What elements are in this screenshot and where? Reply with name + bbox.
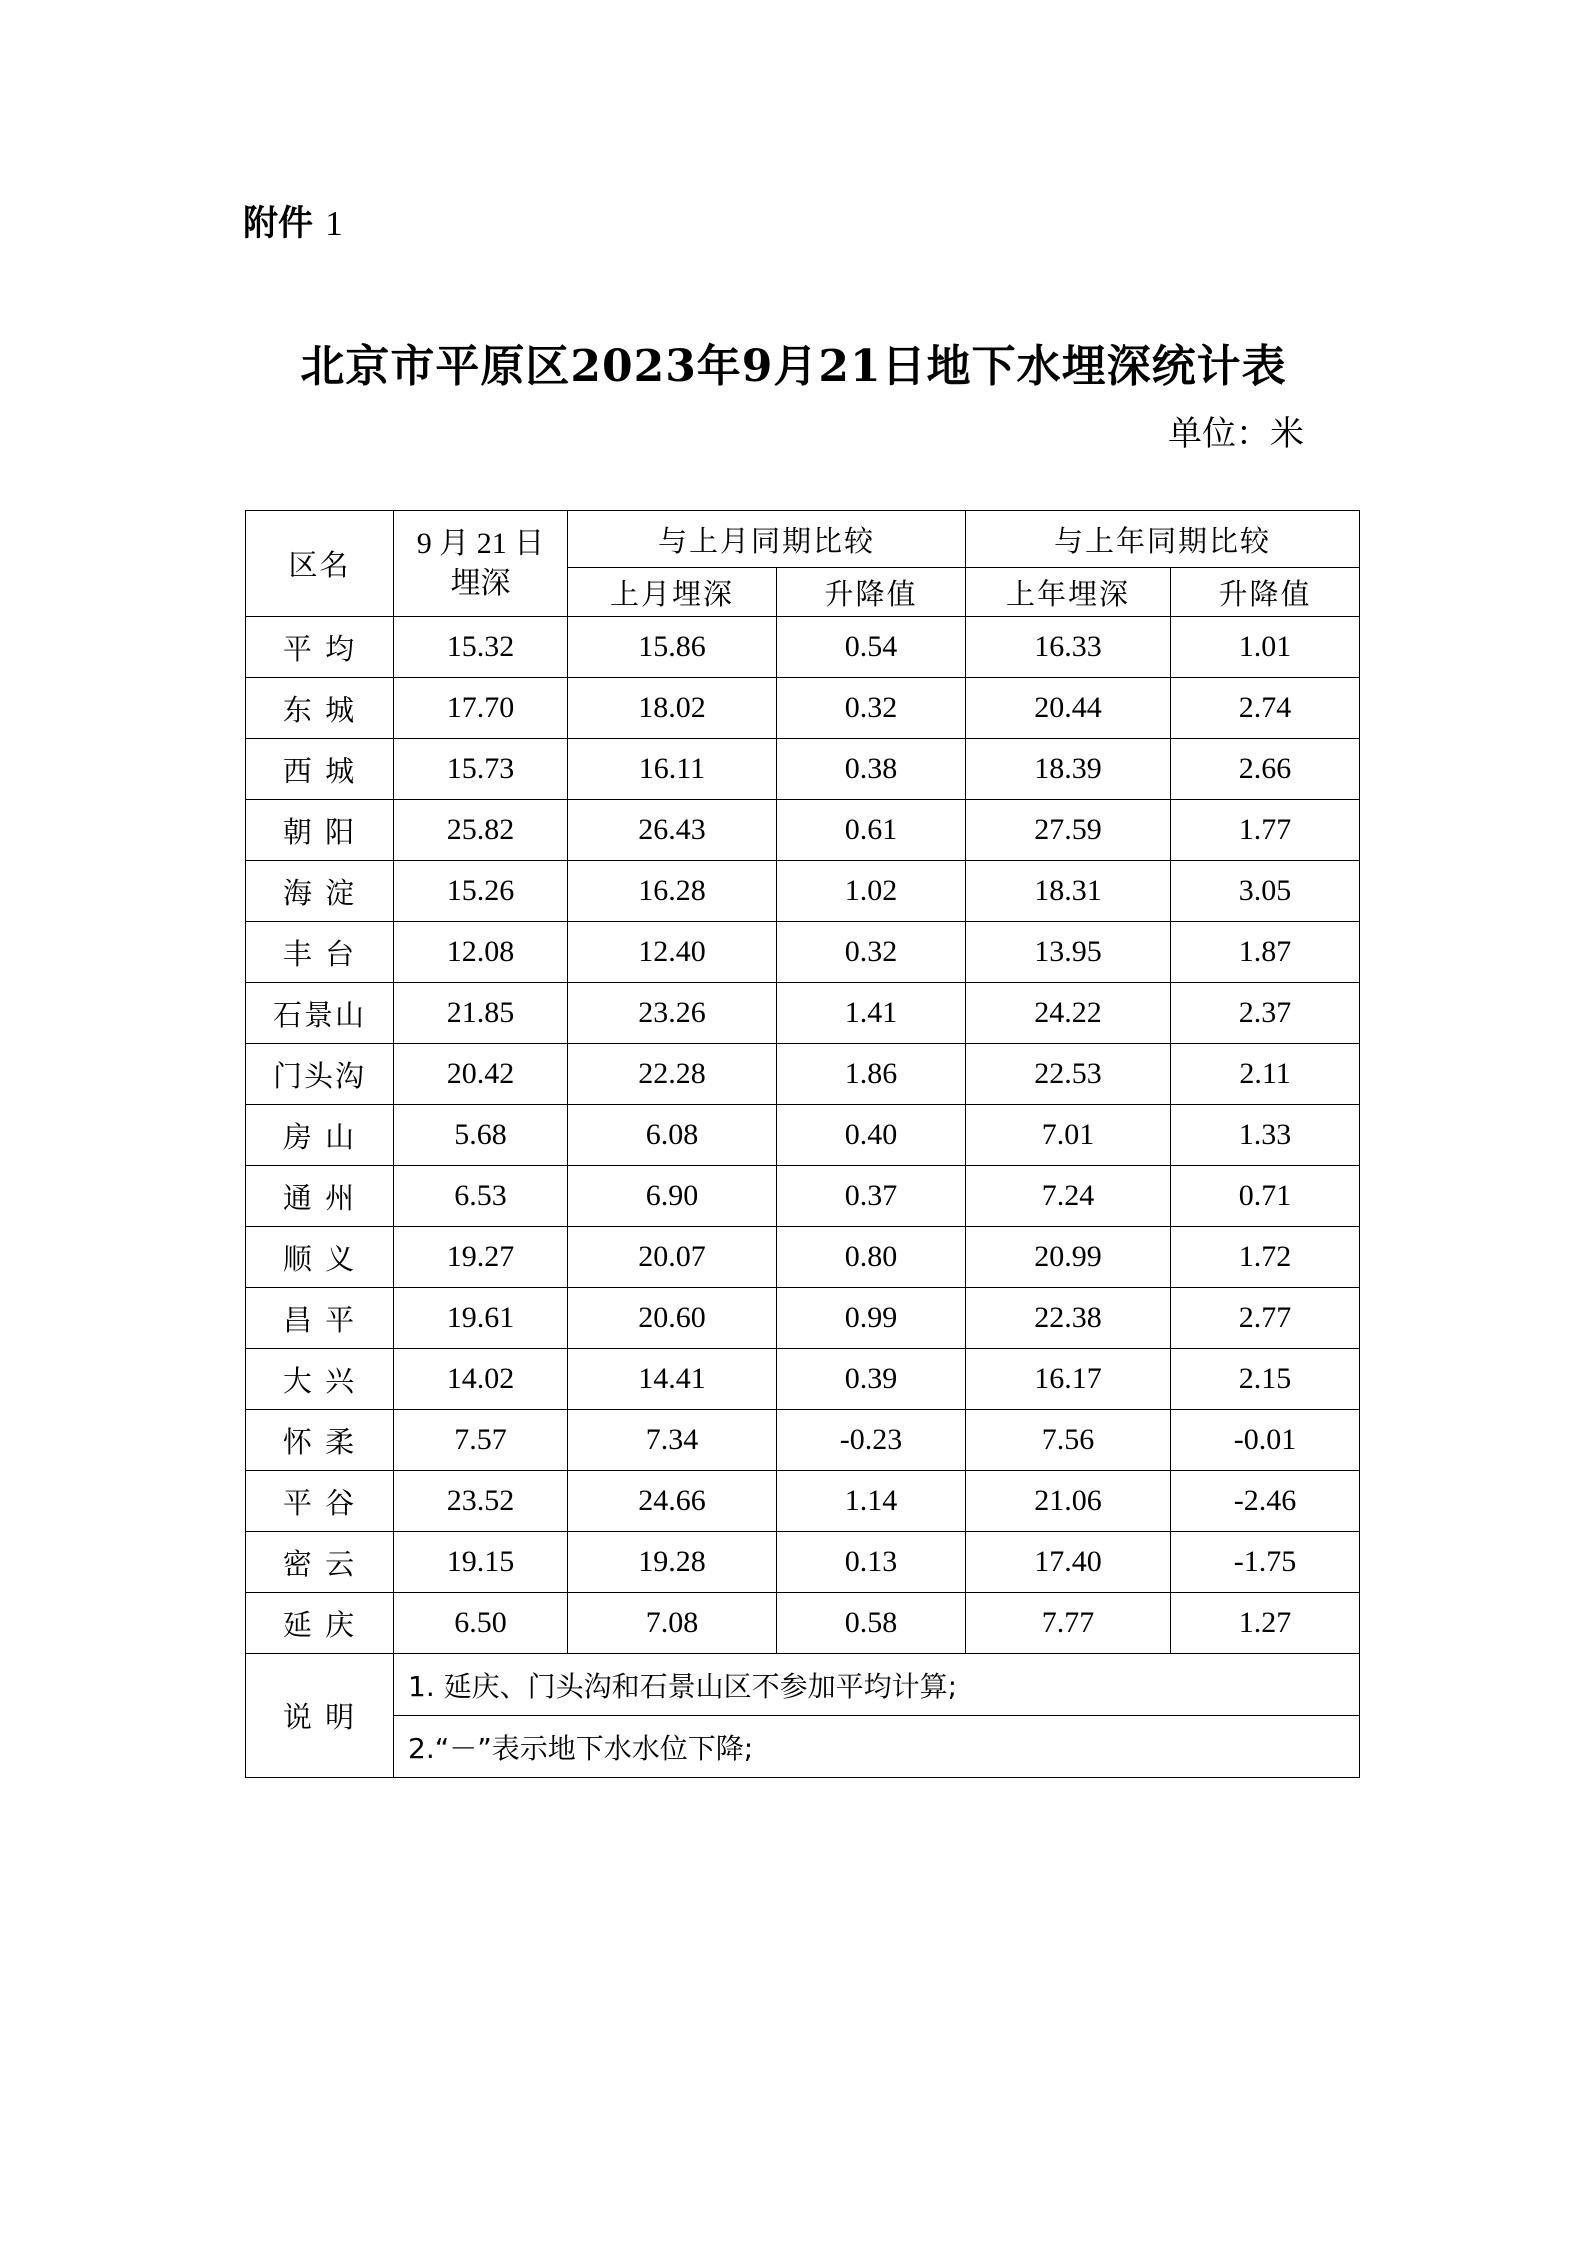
last-month-depth-cell: 26.43 <box>568 800 777 861</box>
month-change-cell: 0.32 <box>777 922 966 983</box>
header-date-line2: 埋深 <box>450 566 511 600</box>
year-change-cell: 2.74 <box>1171 678 1360 739</box>
groundwater-depth-table <box>245 510 1360 1778</box>
table-row <box>246 1471 1360 1532</box>
last-year-depth-cell: 27.59 <box>966 800 1171 861</box>
last-year-depth-cell: 18.31 <box>966 861 1171 922</box>
year-change-cell: 1.77 <box>1171 800 1360 861</box>
last-month-depth-cell: 22.28 <box>568 1044 777 1105</box>
table-row <box>246 617 1360 678</box>
last-year-depth-cell: 16.17 <box>966 1349 1171 1410</box>
month-change-cell: 0.40 <box>777 1105 966 1166</box>
month-change-cell: 1.86 <box>777 1044 966 1105</box>
district-name-cell: 丰 台 <box>246 922 394 983</box>
note-text: 1. 延庆、门头沟和石景山区不参加平均计算; <box>394 1654 1360 1716</box>
year-change-cell: 2.77 <box>1171 1288 1360 1349</box>
last-month-depth-cell: 20.07 <box>568 1227 777 1288</box>
table-row <box>246 922 1360 983</box>
month-change-cell: 1.14 <box>777 1471 966 1532</box>
year-change-cell: 2.66 <box>1171 739 1360 800</box>
table-row <box>246 1532 1360 1593</box>
year-change-cell: 3.05 <box>1171 861 1360 922</box>
district-name-cell: 大 兴 <box>246 1349 394 1410</box>
year-change-cell: -1.75 <box>1171 1532 1360 1593</box>
last-year-depth-cell: 18.39 <box>966 739 1171 800</box>
month-change-cell: 0.37 <box>777 1166 966 1227</box>
month-change-cell: 0.32 <box>777 678 966 739</box>
current-depth-cell: 20.42 <box>394 1044 568 1105</box>
current-depth-cell: 5.68 <box>394 1105 568 1166</box>
current-depth-cell: 25.82 <box>394 800 568 861</box>
last-month-depth-cell: 24.66 <box>568 1471 777 1532</box>
month-change-cell: 0.61 <box>777 800 966 861</box>
table-row <box>246 1288 1360 1349</box>
district-name-cell: 东 城 <box>246 678 394 739</box>
district-name-cell: 延 庆 <box>246 1593 394 1654</box>
last-month-depth-cell: 7.34 <box>568 1410 777 1471</box>
table-row <box>246 1227 1360 1288</box>
last-month-depth-cell: 20.60 <box>568 1288 777 1349</box>
notes-row <box>246 1716 1360 1778</box>
table-row <box>246 1044 1360 1105</box>
month-change-cell: 0.58 <box>777 1593 966 1654</box>
table-row <box>246 1410 1360 1471</box>
last-month-depth-cell: 15.86 <box>568 617 777 678</box>
last-year-depth-cell: 22.38 <box>966 1288 1171 1349</box>
header-month-comparison: 与上月同期比较 <box>568 511 966 568</box>
last-year-depth-cell: 7.24 <box>966 1166 1171 1227</box>
last-month-depth-cell: 19.28 <box>568 1532 777 1593</box>
table-row <box>246 1105 1360 1166</box>
month-change-cell: -0.23 <box>777 1410 966 1471</box>
attachment-number: 1 <box>325 204 343 243</box>
district-name-cell: 平 谷 <box>246 1471 394 1532</box>
current-depth-cell: 17.70 <box>394 678 568 739</box>
year-change-cell: 0.71 <box>1171 1166 1360 1227</box>
last-year-depth-cell: 21.06 <box>966 1471 1171 1532</box>
document-title: 北京市平原区2023年9月21日地下水埋深统计表 <box>300 341 1287 392</box>
last-year-depth-cell: 16.33 <box>966 617 1171 678</box>
last-year-depth-cell: 7.01 <box>966 1105 1171 1166</box>
last-year-depth-cell: 7.77 <box>966 1593 1171 1654</box>
current-depth-cell: 19.61 <box>394 1288 568 1349</box>
district-name-cell: 通 州 <box>246 1166 394 1227</box>
last-month-depth-cell: 16.11 <box>568 739 777 800</box>
table-row <box>246 678 1360 739</box>
current-depth-cell: 12.08 <box>394 922 568 983</box>
table-row <box>246 739 1360 800</box>
year-change-cell: 1.33 <box>1171 1105 1360 1166</box>
last-month-depth-cell: 7.08 <box>568 1593 777 1654</box>
month-change-cell: 1.41 <box>777 983 966 1044</box>
current-depth-cell: 7.57 <box>394 1410 568 1471</box>
header-year-comparison: 与上年同期比较 <box>966 511 1360 568</box>
district-name-cell: 密 云 <box>246 1532 394 1593</box>
notes-label: 说 明 <box>246 1654 394 1778</box>
header-row-1 <box>246 511 1360 568</box>
last-year-depth-cell: 13.95 <box>966 922 1171 983</box>
note-text: 2.“－”表示地下水水位下降; <box>394 1716 1360 1778</box>
current-depth-cell: 6.53 <box>394 1166 568 1227</box>
district-name-cell: 海 淀 <box>246 861 394 922</box>
year-change-cell: -0.01 <box>1171 1410 1360 1471</box>
table-row <box>246 800 1360 861</box>
current-depth-cell: 23.52 <box>394 1471 568 1532</box>
year-change-cell: 1.01 <box>1171 617 1360 678</box>
last-month-depth-cell: 14.41 <box>568 1349 777 1410</box>
table-row <box>246 1349 1360 1410</box>
header-district: 区名 <box>246 511 394 617</box>
last-month-depth-cell: 16.28 <box>568 861 777 922</box>
header-current-depth <box>394 511 568 617</box>
table-row <box>246 861 1360 922</box>
notes-row <box>246 1654 1360 1716</box>
table-row <box>246 983 1360 1044</box>
district-name-cell: 怀 柔 <box>246 1410 394 1471</box>
unit-label: 单位：米 <box>1168 414 1304 454</box>
current-depth-cell: 19.27 <box>394 1227 568 1288</box>
district-name-cell: 平 均 <box>246 617 394 678</box>
last-month-depth-cell: 23.26 <box>568 983 777 1044</box>
current-depth-cell: 14.02 <box>394 1349 568 1410</box>
month-change-cell: 1.02 <box>777 861 966 922</box>
current-depth-cell: 6.50 <box>394 1593 568 1654</box>
month-change-cell: 0.54 <box>777 617 966 678</box>
month-change-cell: 0.38 <box>777 739 966 800</box>
district-name-cell: 房 山 <box>246 1105 394 1166</box>
last-year-depth-cell: 7.56 <box>966 1410 1171 1471</box>
month-change-cell: 0.80 <box>777 1227 966 1288</box>
year-change-cell: 1.72 <box>1171 1227 1360 1288</box>
district-name-cell: 顺 义 <box>246 1227 394 1288</box>
attachment-text: 附件 <box>243 204 314 244</box>
table-row <box>246 1166 1360 1227</box>
current-depth-cell: 15.26 <box>394 861 568 922</box>
header-date-line1: 9 月 21 日 <box>416 526 545 560</box>
district-name-cell: 昌 平 <box>246 1288 394 1349</box>
current-depth-cell: 19.15 <box>394 1532 568 1593</box>
attachment-label <box>243 196 343 246</box>
last-year-depth-cell: 20.44 <box>966 678 1171 739</box>
table-row <box>246 1593 1360 1654</box>
month-change-cell: 0.13 <box>777 1532 966 1593</box>
month-change-cell: 0.39 <box>777 1349 966 1410</box>
last-month-depth-cell: 6.90 <box>568 1166 777 1227</box>
year-change-cell: 2.11 <box>1171 1044 1360 1105</box>
district-name-cell: 西 城 <box>246 739 394 800</box>
header-last-year-depth: 上年埋深 <box>966 568 1171 617</box>
last-month-depth-cell: 6.08 <box>568 1105 777 1166</box>
year-change-cell: 1.27 <box>1171 1593 1360 1654</box>
current-depth-cell: 15.32 <box>394 617 568 678</box>
district-name-cell: 门头沟 <box>246 1044 394 1105</box>
header-month-change: 升降值 <box>777 568 966 617</box>
last-month-depth-cell: 18.02 <box>568 678 777 739</box>
header-year-change: 升降值 <box>1171 568 1360 617</box>
year-change-cell: 2.15 <box>1171 1349 1360 1410</box>
district-name-cell: 石景山 <box>246 983 394 1044</box>
last-year-depth-cell: 22.53 <box>966 1044 1171 1105</box>
year-change-cell: 2.37 <box>1171 983 1360 1044</box>
year-change-cell: 1.87 <box>1171 922 1360 983</box>
last-year-depth-cell: 24.22 <box>966 983 1171 1044</box>
last-month-depth-cell: 12.40 <box>568 922 777 983</box>
month-change-cell: 0.99 <box>777 1288 966 1349</box>
district-name-cell: 朝 阳 <box>246 800 394 861</box>
current-depth-cell: 15.73 <box>394 739 568 800</box>
current-depth-cell: 21.85 <box>394 983 568 1044</box>
last-year-depth-cell: 20.99 <box>966 1227 1171 1288</box>
year-change-cell: -2.46 <box>1171 1471 1360 1532</box>
last-year-depth-cell: 17.40 <box>966 1532 1171 1593</box>
header-last-month-depth: 上月埋深 <box>568 568 777 617</box>
